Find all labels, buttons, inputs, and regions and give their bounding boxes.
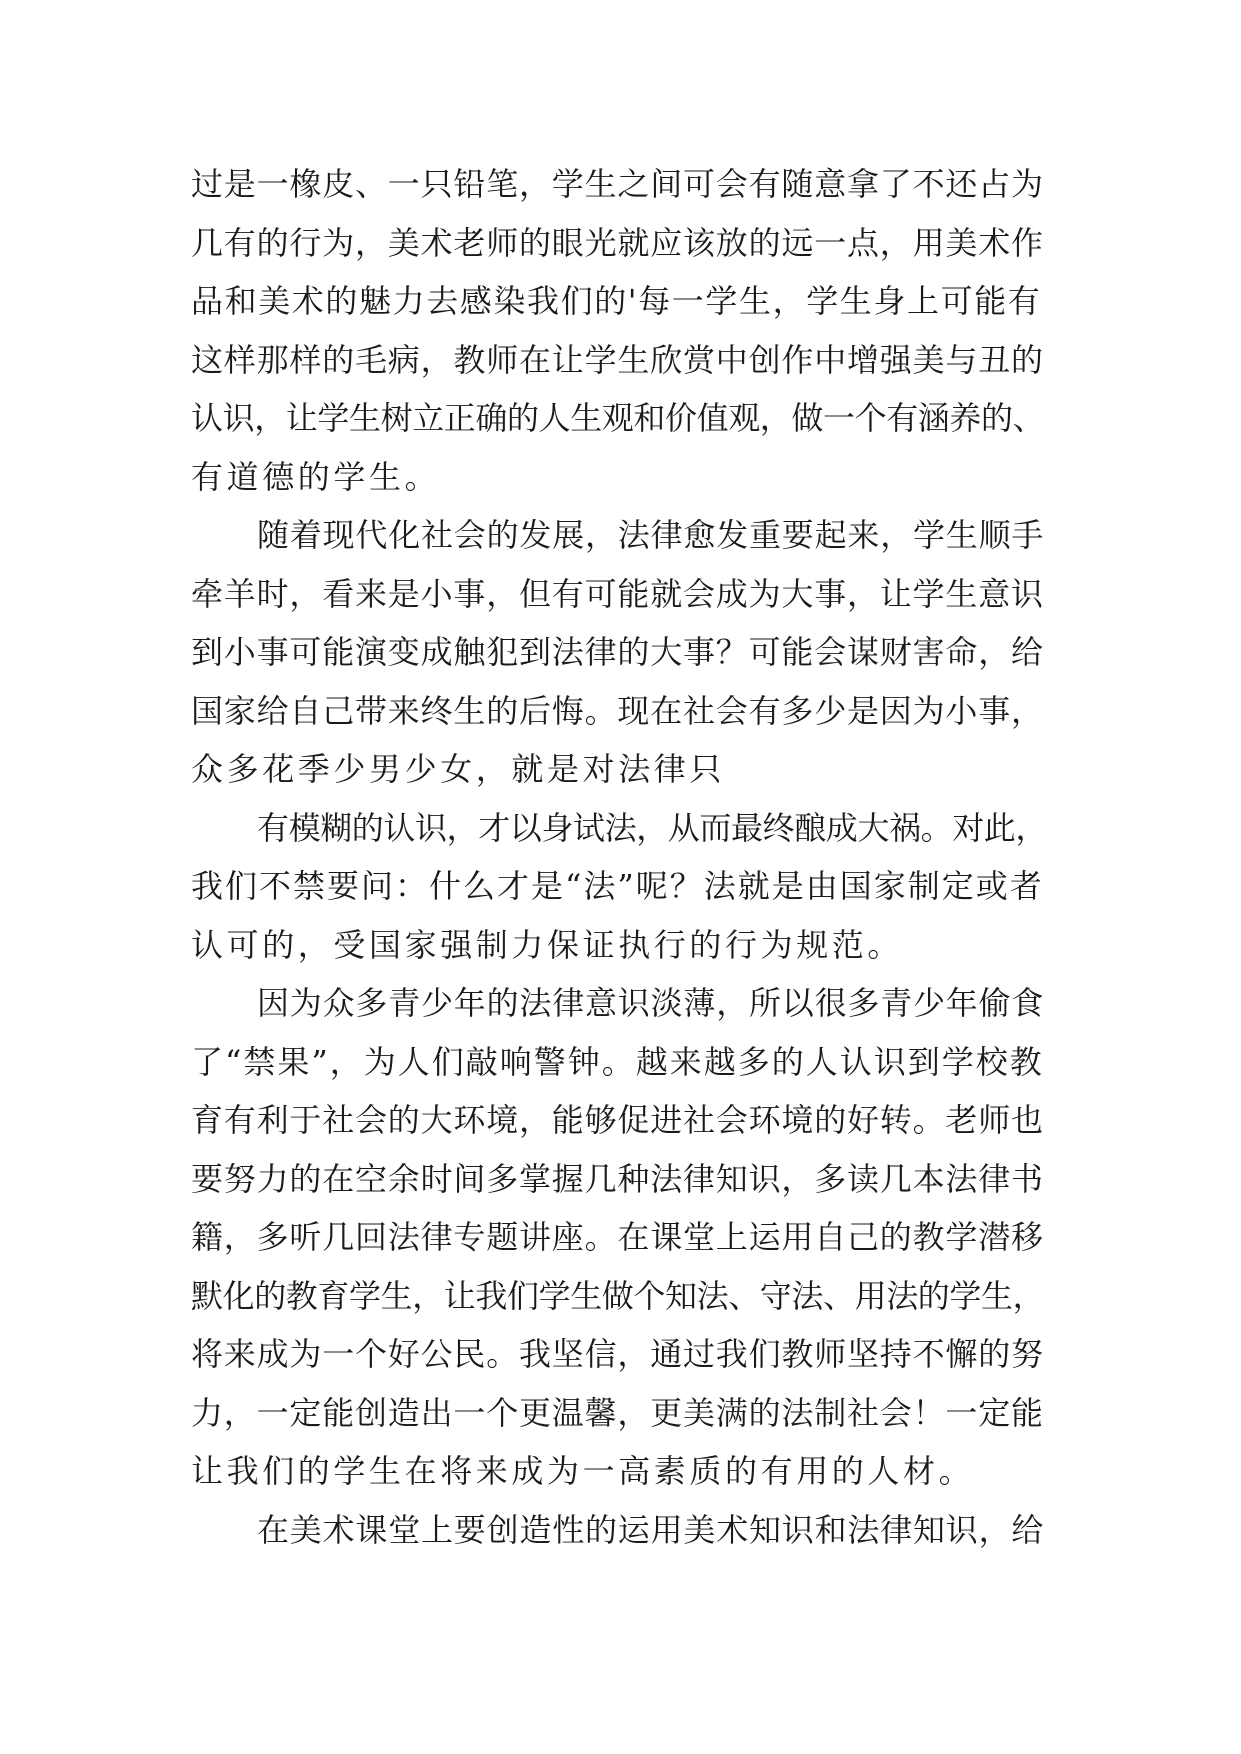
text-line: 要努力的在空余时间多掌握几种法律知识，多读几本法律书 xyxy=(191,1159,1044,1198)
text-line: 认可的，受国家强制力保证执行的行为规范。 xyxy=(191,925,904,964)
text-line: 将来成为一个好公民。我坚信，通过我们教师坚持不懈的努 xyxy=(191,1335,1044,1373)
text-line: 牵羊时，看来是小事，但有可能就会成为大事，让学生意识 xyxy=(191,574,1044,613)
text-line: 几有的行为，美术老师的眼光就应该放的远一点，用美术作 xyxy=(191,223,1044,262)
text-line: 我们不禁要问：什么才是“法”呢？法就是由国家制定或者 xyxy=(191,867,1044,905)
paragraph-first-line: 随着现代化社会的发展，法律愈发重要起来，学生顺手 xyxy=(257,516,1045,554)
text-line: 过是一橡皮、一只铅笔，学生之间可会有随意拿了不还占为 xyxy=(191,165,1044,203)
text-line: 国家给自己带来终生的后悔。现在社会有多少是因为小事， xyxy=(191,691,1044,730)
text-line: 众多花季少男少女，就是对法律只 xyxy=(191,750,726,788)
text-line: 有道德的学生。 xyxy=(191,457,441,496)
text-line: 让我们的学生在将来成为一高素质的有用的人材。 xyxy=(191,1452,975,1490)
text-line: 育有利于社会的大环境，能够促进社会环境的好转。老师也 xyxy=(191,1101,1044,1139)
body-text xyxy=(191,155,1051,1559)
text-line: 默化的教育学生，让我们学生做个知法、守法、用法的学生， xyxy=(191,1276,1045,1315)
paragraph-first-line: 因为众多青少年的法律意识淡薄，所以很多青少年偷食 xyxy=(257,984,1045,1022)
text-line: 这样那样的毛病，教师在让学生欣赏中创作中增强美与丑的 xyxy=(191,340,1044,379)
text-line: 品和美术的魅力去感染我们的'每一学生，学生身上可能有 xyxy=(191,282,1042,320)
text-line: 到小事可能演变成触犯到法律的大事？可能会谋财害命，给 xyxy=(191,633,1044,671)
text-line: 力，一定能创造出一个更温馨，更美满的法制社会！一定能 xyxy=(191,1393,1044,1432)
paragraph-first-line: 有模糊的认识，才以身试法，从而最终酿成大祸。对此， xyxy=(257,808,1048,847)
text-line: 认识，让学生树立正确的人生观和价值观，做一个有涵养的、 xyxy=(191,399,1045,437)
text-line: 了“禁果”，为人们敲响警钟。越来越多的人认识到学校教 xyxy=(191,1042,1044,1081)
text-line: 籍，多听几回法律专题讲座。在课堂上运用自己的教学潜移 xyxy=(191,1218,1044,1256)
paragraph-first-line: 在美术课堂上要创造性的运用美术知识和法律知识，给 xyxy=(257,1510,1045,1549)
